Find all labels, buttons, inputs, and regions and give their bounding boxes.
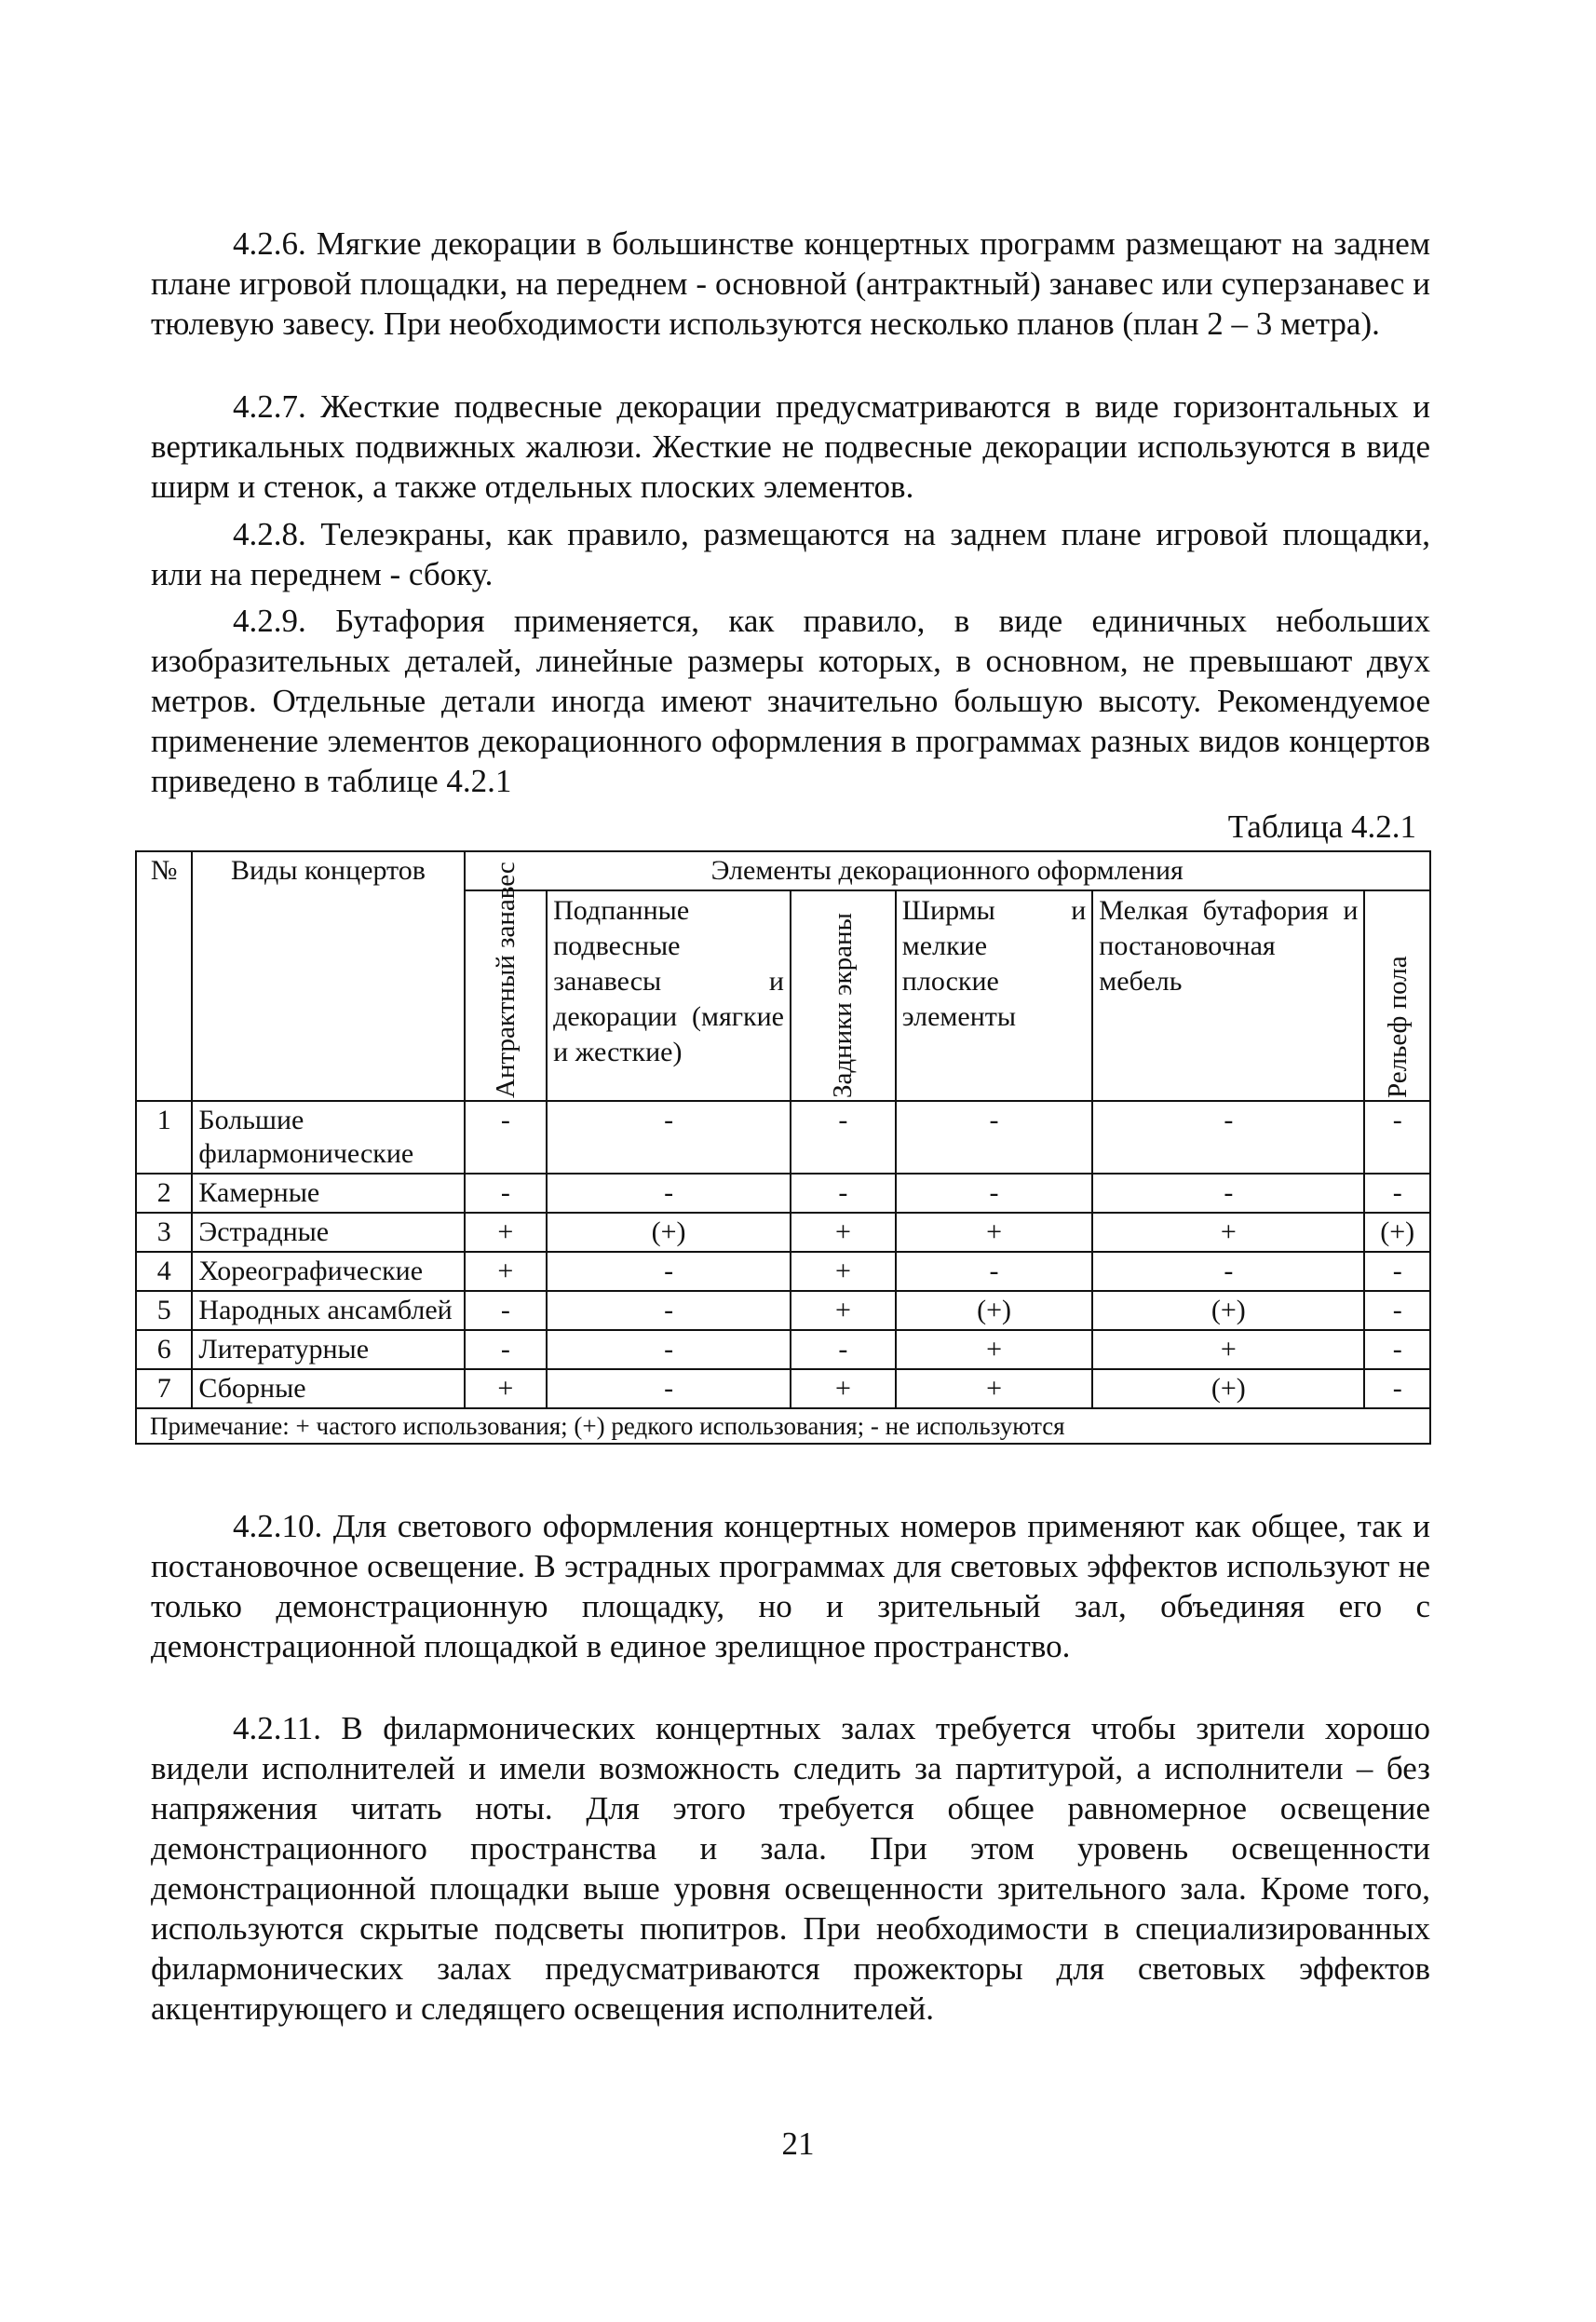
header-concert-kind: Виды концертов bbox=[192, 851, 464, 1101]
header-col-floor bbox=[1364, 890, 1430, 1101]
row-cell: + bbox=[1092, 1213, 1364, 1252]
row-cell: - bbox=[896, 1174, 1093, 1213]
row-number: 5 bbox=[136, 1291, 192, 1330]
header-col-props-label: Мелкая бутафория и постановочная мебель bbox=[1099, 895, 1359, 997]
row-cell: (+) bbox=[547, 1213, 791, 1252]
row-kind: Большие филармонические bbox=[192, 1101, 464, 1174]
table-row bbox=[136, 1330, 1430, 1369]
row-cell: - bbox=[1092, 1174, 1364, 1213]
row-cell: - bbox=[547, 1252, 791, 1291]
table-caption: Таблица 4.2.1 bbox=[1227, 808, 1416, 845]
header-number: № bbox=[136, 851, 192, 1101]
header-group: Элементы декорационного оформления bbox=[465, 851, 1431, 890]
table-row bbox=[136, 1291, 1430, 1330]
row-kind: Сборные bbox=[192, 1369, 464, 1408]
table-row bbox=[136, 1174, 1430, 1213]
paragraph-4-2-10: 4.2.10. Для светового оформления концертных номеров применяют как общее, так и постановочное освещение. В эстрадных программах для световых эффектов используют не только демонстрационную площадку, но и зрительный зал, объединяя его с демонстрационной площадкой в единое зрелищное пространство. bbox=[151, 1508, 1430, 1664]
row-cell: + bbox=[791, 1291, 896, 1330]
row-number: 6 bbox=[136, 1330, 192, 1369]
paragraph-4-2-9: 4.2.9. Бутафория применяется, как правило, в виде единичных небольших изобразительных деталей, линейные размеры которых, в основном, не превышают двух метров. Отдельные детали иногда имеют значительно большую высоту. Рекомендуемое применение элементов декорационного оформления в программах разных видов концертов приведено в таблице 4.2.1 bbox=[151, 603, 1430, 799]
row-cell: - bbox=[547, 1101, 791, 1174]
row-cell: - bbox=[1092, 1101, 1364, 1174]
row-cell: - bbox=[791, 1330, 896, 1369]
row-cell: - bbox=[465, 1291, 548, 1330]
row-cell: - bbox=[547, 1369, 791, 1408]
row-number: 3 bbox=[136, 1213, 192, 1252]
row-cell: + bbox=[896, 1369, 1093, 1408]
row-cell: - bbox=[1364, 1101, 1430, 1174]
row-number: 2 bbox=[136, 1174, 192, 1213]
row-cell: - bbox=[791, 1101, 896, 1174]
row-kind: Литературные bbox=[192, 1330, 464, 1369]
row-cell: - bbox=[547, 1174, 791, 1213]
header-col-backdrops-label: Задники экраны bbox=[828, 913, 859, 1098]
table-row bbox=[136, 1213, 1430, 1252]
row-number: 1 bbox=[136, 1101, 192, 1174]
table-row bbox=[136, 1101, 1430, 1174]
row-cell: + bbox=[791, 1369, 896, 1408]
row-cell: + bbox=[465, 1369, 548, 1408]
header-col-hanging-label: Подпанные подвесные занавесы и декорации (мягкие и жесткие) bbox=[553, 895, 784, 1067]
row-cell: - bbox=[547, 1291, 791, 1330]
row-cell: - bbox=[896, 1252, 1093, 1291]
header-col-curtain bbox=[465, 862, 548, 1101]
row-cell: - bbox=[1364, 1252, 1430, 1291]
row-number: 4 bbox=[136, 1252, 192, 1291]
row-cell: (+) bbox=[896, 1291, 1093, 1330]
paragraph-4-2-8: 4.2.8. Телеэкраны, как правило, размещаются на заднем плане игровой площадки, или на переднем - сбоку. bbox=[151, 516, 1430, 592]
row-cell: - bbox=[465, 1174, 548, 1213]
header-col-screens-label: Ширмы и мелкие плоские элементы bbox=[901, 895, 1087, 1032]
row-cell: - bbox=[465, 1330, 548, 1369]
row-cell: (+) bbox=[1092, 1291, 1364, 1330]
row-cell: - bbox=[465, 1101, 548, 1174]
table-row bbox=[136, 1369, 1430, 1408]
row-kind: Камерные bbox=[192, 1174, 464, 1213]
row-cell: - bbox=[547, 1330, 791, 1369]
paragraph-4-2-7: 4.2.7. Жесткие подвесные декорации предусматриваются в виде горизонтальных и вертикальных подвижных жалюзи. Жесткие не подвесные декорации используются в виде ширм и стенок, а также отдельных плоских элементов. bbox=[151, 388, 1430, 505]
table-row bbox=[136, 1252, 1430, 1291]
row-cell: (+) bbox=[1092, 1369, 1364, 1408]
row-cell: - bbox=[1364, 1330, 1430, 1369]
row-cell: + bbox=[896, 1213, 1093, 1252]
row-kind: Эстрадные bbox=[192, 1213, 464, 1252]
table-note: Примечание: + частого использования; (+) редкого использования; - не используются bbox=[136, 1408, 1430, 1444]
row-cell: + bbox=[465, 1213, 548, 1252]
row-cell: (+) bbox=[1364, 1213, 1430, 1252]
row-cell: - bbox=[791, 1174, 896, 1213]
paragraph-4-2-6: 4.2.6. Мягкие декорации в большинстве концертных программ размещают на заднем плане игровой площадки, на переднем - основной (антрактный) занавес или суперзанавес и тюлевую завесу. При необходимости используются несколько планов (план 2 – 3 метра). bbox=[151, 225, 1430, 342]
row-cell: - bbox=[1364, 1291, 1430, 1330]
row-cell: + bbox=[791, 1252, 896, 1291]
header-col-screens bbox=[896, 890, 1093, 1101]
header-col-floor-label: Рельеф пола bbox=[1382, 956, 1413, 1098]
row-cell: + bbox=[896, 1330, 1093, 1369]
row-kind: Хореографические bbox=[192, 1252, 464, 1291]
header-col-props bbox=[1092, 890, 1364, 1101]
row-cell: - bbox=[1092, 1252, 1364, 1291]
row-kind: Народных ансамблей bbox=[192, 1291, 464, 1330]
paragraph-4-2-11: 4.2.11. В филармонических концертных залах требуется чтобы зрители хорошо видели исполнителей и имели возможность следить за партитурой, а исполнители – без напряжения читать ноты. Для этого требуется общее равномерное освещение демонстрационного пространства и зала. При этом уровень освещенности демонстрационной площадки выше уровня освещенности зрительного зала. Кроме того, используются скрытые подсветы пюпитров. При необходимости в специализированных филармонических залах предусматриваются прожекторы для световых эффектов акцентирующего и следящего освещения исполнителей. bbox=[151, 1710, 1430, 2027]
table-note-row bbox=[136, 1408, 1430, 1444]
header-col-hanging bbox=[547, 890, 791, 1101]
decoration-elements-table bbox=[135, 850, 1431, 1445]
row-cell: + bbox=[465, 1252, 548, 1291]
row-cell: - bbox=[896, 1101, 1093, 1174]
row-cell: - bbox=[1364, 1369, 1430, 1408]
row-cell: + bbox=[791, 1213, 896, 1252]
page-number: 21 bbox=[781, 2125, 815, 2162]
header-col-backdrops bbox=[791, 890, 896, 1101]
row-cell: - bbox=[1364, 1174, 1430, 1213]
header-col-curtain-label: Антрактный занавес bbox=[490, 862, 521, 1098]
row-number: 7 bbox=[136, 1369, 192, 1408]
row-cell: + bbox=[1092, 1330, 1364, 1369]
